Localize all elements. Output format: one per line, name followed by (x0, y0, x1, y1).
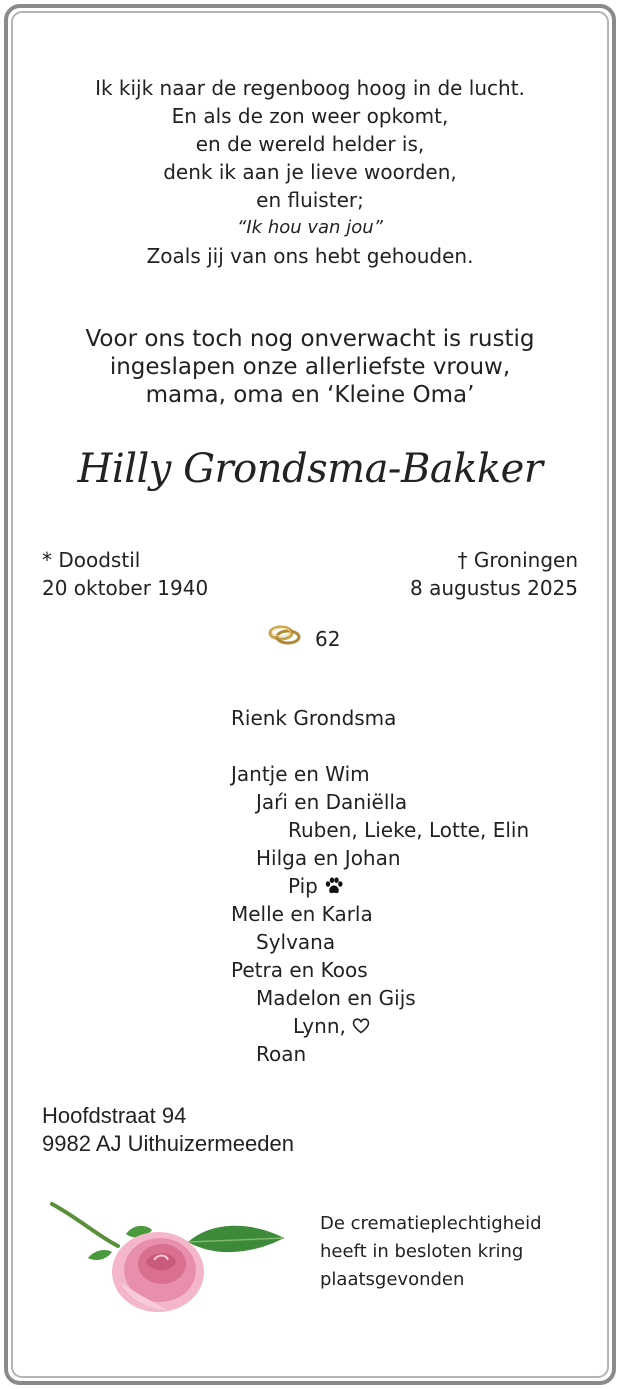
poem-line: Ik kijk naar de regenboog hoog in de lucht. (95, 76, 525, 100)
announcement-intro (0, 325, 620, 409)
poem-line: en fluister; (256, 188, 364, 212)
family-member: Hilga en Johan (256, 846, 401, 870)
birth-place: * Doodstil (42, 548, 141, 572)
poem (0, 74, 620, 270)
family-member: Melle en Karla (231, 902, 373, 926)
family-member-row (231, 872, 529, 900)
death-info (410, 546, 578, 602)
family-member: Lynn, (293, 1014, 346, 1038)
family-member: Madelon en Gijs (256, 986, 416, 1010)
heart-outline-icon (352, 1018, 370, 1034)
death-date: 8 augustus 2025 (410, 576, 578, 600)
family-list (231, 704, 529, 1068)
poem-line: En als de zon weer opkomt, (171, 104, 449, 128)
rose-image (48, 1198, 288, 1318)
family-member: Petra en Koos (231, 958, 368, 982)
wedding-rings-icon (266, 620, 306, 650)
marriage-years: 62 (315, 627, 341, 651)
intro-line: mama, oma en ‘Kleine Oma’ (145, 382, 475, 408)
family-member: Jaŕi en Daniëlla (256, 790, 408, 814)
poem-closing: Zoals jij van ons hebt gehouden. (146, 244, 474, 268)
spouse-name: Rienk Grondsma (231, 706, 397, 730)
notice-line: heeft in besloten kring (320, 1241, 524, 1262)
death-place: † Groningen (457, 548, 578, 572)
family-member: Roan (256, 1042, 307, 1066)
notice-line: De crematieplechtigheid (320, 1213, 542, 1234)
notice-line: plaatsgevonden (320, 1269, 465, 1290)
poem-line: en de wereld helder is, (195, 132, 425, 156)
birth-date: 20 oktober 1940 (42, 576, 209, 600)
poem-quote: “Ik hou van jou” (237, 217, 383, 238)
intro-line: Voor ons toch nog onverwacht is rustig (85, 326, 535, 352)
poem-line: denk ik aan je lieve woorden, (163, 160, 457, 184)
address-city: 9982 AJ Uithuizermeeden (42, 1131, 294, 1156)
deceased-name: Hilly Grondsma-Bakker (77, 446, 543, 492)
birth-info (42, 546, 208, 602)
family-member-row (231, 1012, 529, 1040)
family-member: Ruben, Lieke, Lotte, Elin (288, 818, 530, 842)
paw-icon (324, 877, 344, 895)
address (42, 1102, 294, 1158)
family-member: Sylvana (256, 930, 336, 954)
family-member: Jantje en Wim (231, 762, 370, 786)
cremation-notice (320, 1210, 542, 1294)
family-member: Pip (288, 874, 318, 898)
intro-line: ingeslapen onze allerliefste vrouw, (109, 354, 511, 380)
address-street: Hoofdstraat 94 (42, 1103, 187, 1128)
